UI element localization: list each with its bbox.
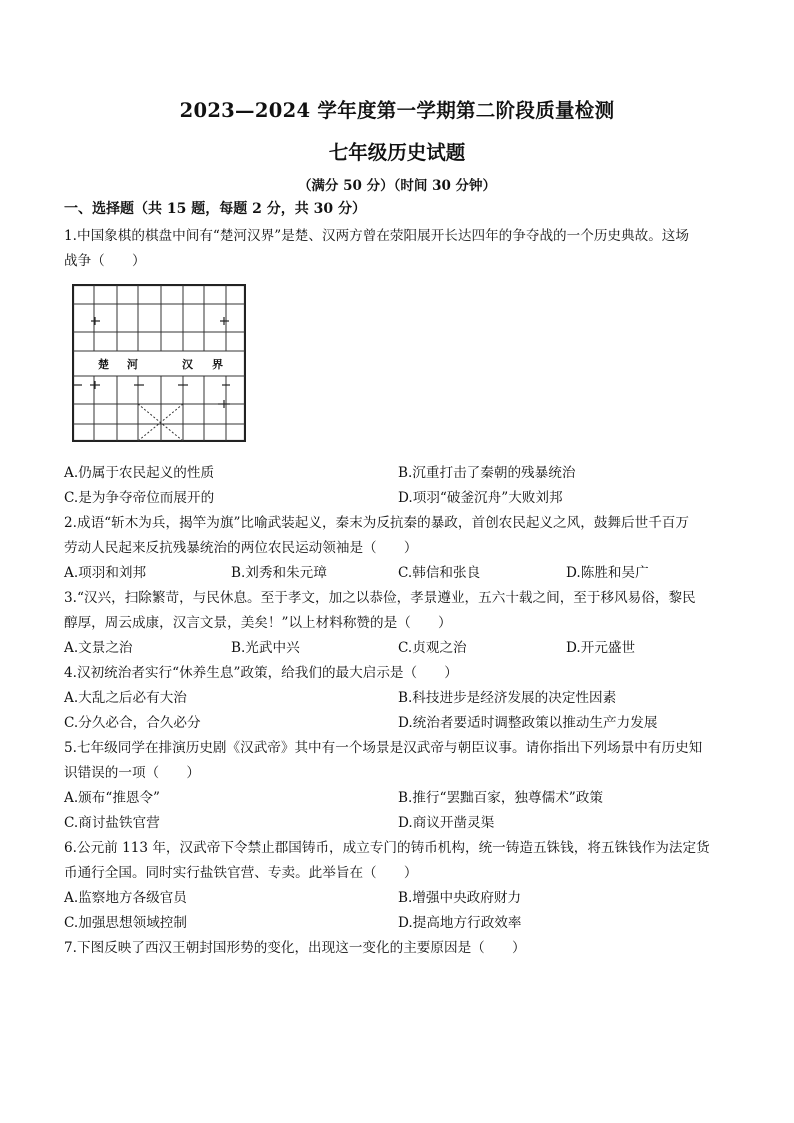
question-1-line-2: 战争（ ） xyxy=(64,253,146,269)
question-5-option-c: C.商讨盐铁官营 xyxy=(64,815,160,831)
question-5-option-d: D.商议开凿灵渠 xyxy=(398,815,495,831)
question-2-option-d: D.陈胜和吴广 xyxy=(566,565,649,581)
question-6-option-b: B.增强中央政府财力 xyxy=(398,890,522,906)
question-5-line-1: 5.七年级同学在排演历史剧《汉武帝》其中有一个场景是汉武帝与朝臣议事。请你指出下列场景中有历史知 xyxy=(64,740,703,756)
board-chu-label: 楚 xyxy=(98,358,109,371)
question-1-option-a: A.仍属于农民起义的性质 xyxy=(64,465,215,481)
question-3-option-d: D.开元盛世 xyxy=(566,640,636,656)
question-4-option-c: C.分久必合，合久必分 xyxy=(64,715,201,731)
question-4-option-b: B.科技进步是经济发展的决定性因素 xyxy=(398,690,617,706)
question-2-option-a: A.项羽和刘邦 xyxy=(64,565,147,581)
exam-title: 2023—2024 学年度第一学期第二阶段质量检测 xyxy=(179,99,615,122)
question-3-option-c: C.贞观之治 xyxy=(398,640,467,656)
question-1-option-c: C.是为争夺帝位而展开的 xyxy=(64,490,215,506)
question-7-line-1: 7.下图反映了西汉王朝封国形势的变化，出现这一变化的主要原因是（ ） xyxy=(64,940,526,956)
question-4-line-1: 4.汉初统治者实行“休养生息”政策，给我们的最大启示是（ ） xyxy=(64,665,458,681)
question-2-option-b: B.刘秀和朱元璋 xyxy=(231,565,327,581)
score-time-info: （满分 50 分）（时间 30 分钟） xyxy=(297,178,497,194)
question-3-option-a: A.文景之治 xyxy=(64,640,133,656)
question-1-line-1: 1.中国象棋的棋盘中间有“楚河汉界”是楚、汉两方曾在荥阳展开长达四年的争夺战的一个历史典故。这场 xyxy=(64,228,689,244)
question-2-line-2: 劳动人民起来反抗残暴统治的两位农民运动领袖是（ ） xyxy=(64,540,418,556)
board-han-label: 汉 xyxy=(182,358,193,371)
board-he-label: 河 xyxy=(127,358,138,371)
section-heading: 一、选择题（共 15 题，每题 2 分，共 30 分） xyxy=(64,201,366,217)
question-3-line-1: 3.“汉兴，扫除繁苛，与民休息。至于孝文，加之以恭俭，孝景遵业，五六十载之间，至于移风易俗，黎民 xyxy=(64,590,696,606)
question-6-option-d: D.提高地方行政效率 xyxy=(398,915,522,931)
board-jie-label: 界 xyxy=(212,358,223,371)
question-4-option-a: A.大乱之后必有大治 xyxy=(64,690,187,706)
question-2-line-1: 2.成语“斩木为兵，揭竿为旗”比喻武装起义，秦末为反抗秦的暴政，首创农民起义之风，鼓舞后世千百万 xyxy=(64,515,689,531)
question-6-option-a: A.监察地方各级官员 xyxy=(64,890,187,906)
question-3-line-2: 醇厚，周云成康，汉言文景，美矣！”以上材料称赞的是（ ） xyxy=(64,615,452,631)
question-4-option-d: D.统治者要适时调整政策以推动生产力发展 xyxy=(398,715,658,731)
question-5-option-b: B.推行“罢黜百家，独尊儒术”政策 xyxy=(398,790,603,806)
question-2-option-c: C.韩信和张良 xyxy=(398,565,481,581)
exam-subtitle: 七年级历史试题 xyxy=(328,141,466,164)
question-3-option-b: B.光武中兴 xyxy=(231,640,300,656)
question-1-option-d: D.项羽“破釜沉舟”大败刘邦 xyxy=(398,490,563,506)
question-5-line-2: 识错误的一项（ ） xyxy=(64,765,200,781)
question-6-option-c: C.加强思想领域控制 xyxy=(64,915,187,931)
question-1-option-b: B.沉重打击了秦朝的残暴统治 xyxy=(398,465,576,481)
question-5-option-a: A.颁布“推恩令” xyxy=(64,790,161,806)
question-6-line-1: 6.公元前 113 年，汉武帝下令禁止郡国铸币，成立专门的铸币机构，统一铸造五铢钱，将五铢钱作为法定货 xyxy=(64,840,710,856)
chinese-chess-board-image xyxy=(72,284,246,442)
question-6-line-2: 币通行全国。同时实行盐铁官营、专卖。此举旨在（ ） xyxy=(64,865,418,881)
